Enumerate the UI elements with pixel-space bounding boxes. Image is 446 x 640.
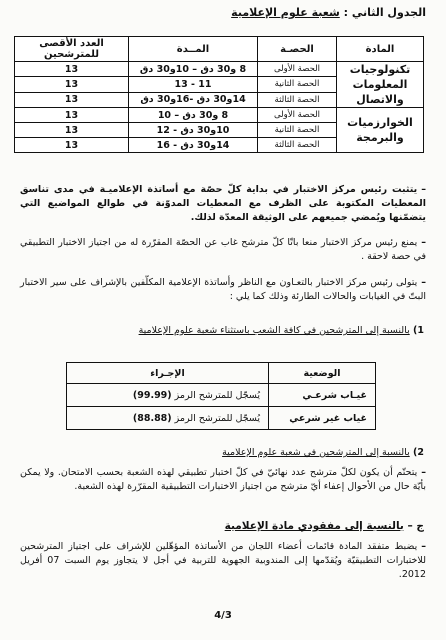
- section-1-heading: [139, 325, 424, 336]
- bullet-dash: –: [421, 184, 426, 195]
- session-cell: الحصة الثالثة: [258, 92, 337, 107]
- situation-cell: غياب غير شرعي: [269, 407, 376, 430]
- paragraph-5: –يضبط متفقد المادة قائمات أعضاء اللجان من الأساتذة المؤهّلين للإشراف على اجتياز المترشحين للاختبارات التطبيقيّة ويُقدّمها إلى المندوبية الجهوية للتربية في أجل لا يتجاوز يوم السبت 07 أفريل 2012.: [20, 541, 426, 580]
- section-text: بالنسبة إلى مفقودي مادة الإعلامية: [224, 520, 404, 532]
- header-situation: الوضعية: [269, 363, 376, 384]
- section-letter: ج –: [407, 520, 424, 532]
- title-name: شعبة علوم الإعلامية: [231, 6, 340, 19]
- session-cell: الحصة الأولى: [258, 62, 337, 77]
- duration-cell: 8 و30 دق – 10و30 دق: [129, 62, 258, 77]
- procedure-table: [66, 362, 376, 430]
- duration-cell: 14و30 دق -16و30 دق: [129, 92, 258, 107]
- bullet-dash: –: [421, 277, 426, 288]
- max-cell: 13: [15, 108, 129, 123]
- table-row: [15, 62, 424, 77]
- header-action: الإجـراء: [67, 363, 269, 384]
- duration-cell: 10و30 دق - 12: [129, 123, 258, 138]
- paragraph-3: –يتولى رئيس مركز الاختبار بالتعـاون مع الناظر وأساتذة الإعلامية المكلّفين بالإشراف على سير الاختبار البتّ في الغيابات والحالات الطارئة وذلك كما يلي :: [20, 277, 426, 302]
- paragraph-1: –يتثبت رئيس مركز الاختبار في بداية كلّ حصّة مع أساتذة الإعلاميـة في مدى تناسق المعطيات المكتوبة على الظرف مع المعطيات المدوّنة في طوالع المواضيع التي يتضمّنها ويُمضي جميعهم على الوثيقة المعدّة لذلك.: [20, 184, 426, 223]
- max-cell: 13: [15, 62, 129, 77]
- duration-cell: 11 - 13: [129, 77, 258, 92]
- situation-cell: غيـاب شرعـي: [269, 384, 376, 407]
- table-row: [67, 384, 376, 407]
- bullet-dash: –: [421, 237, 426, 248]
- header-subject: المادة: [337, 37, 424, 62]
- max-cell: 13: [15, 123, 129, 138]
- session-cell: الحصة الثانية: [258, 123, 337, 138]
- max-cell: 13: [15, 138, 129, 153]
- subject-cell: الخوارزميات والبرمجة: [337, 108, 424, 153]
- session-cell: الحصة الأولى: [258, 108, 337, 123]
- section-2-heading: [222, 447, 424, 458]
- duration-cell: 14و30 دق - 16: [129, 138, 258, 153]
- action-cell: يُسجّل للمترشح الرمز (99.99): [67, 384, 269, 407]
- action-cell: يُسجّل للمترشح الرمز (88.88): [67, 407, 269, 430]
- max-cell: 13: [15, 77, 129, 92]
- session-cell: الحصة الثالثة: [258, 138, 337, 153]
- section-number: 2): [413, 447, 424, 458]
- header-session: الحصـة: [258, 37, 337, 62]
- table-row: [67, 407, 376, 430]
- section-number: 1): [413, 325, 424, 336]
- section-3-heading: [225, 520, 424, 532]
- page-number: 4/3: [214, 610, 232, 621]
- header-max: العدد الأقصى للمترشحين: [15, 37, 129, 62]
- subject-cell: تكنولوجيات المعلومات والاتصال: [337, 62, 424, 108]
- table-row: [15, 108, 424, 123]
- duration-cell: 8 و30 دق – 10: [129, 108, 258, 123]
- header-duration: المــدة: [129, 37, 258, 62]
- bullet-dash: –: [421, 541, 426, 552]
- schedule-table: [14, 36, 424, 153]
- paragraph-4: –يتحتّم أن يكون لكلّ مترشح عدد نهائيّ في كلّ اختبار تطبيقي لهذه الشعبة بحسب الامتحان. ولا يمكن بأيّة حال من الأحوال إعفاء أيّ مترشح من اجتياز الاختبارات التطبيقية المقرّرة لهذه الشعبة.: [20, 467, 426, 492]
- bullet-dash: –: [421, 467, 426, 478]
- paragraph-2: –يمنع رئيس مركز الاختبار منعا باتّا كلّ مترشح غاب عن الحصّة المقرّرة له من اجتياز الاختبار التطبيقي في حصة لاحقة .: [20, 237, 426, 262]
- max-cell: 13: [15, 92, 129, 107]
- section-text: بالنسبة إلى المترشحين في كافة الشعب باستثناء شعبة علوم الإعلامية: [138, 325, 410, 336]
- title-prefix: الجدول الثاني :: [339, 6, 426, 19]
- session-cell: الحصة الثانية: [258, 77, 337, 92]
- section-text: بالنسبة إلى المترشحين في شعبة علوم الإعلامية: [222, 447, 410, 458]
- page-title: [231, 6, 426, 19]
